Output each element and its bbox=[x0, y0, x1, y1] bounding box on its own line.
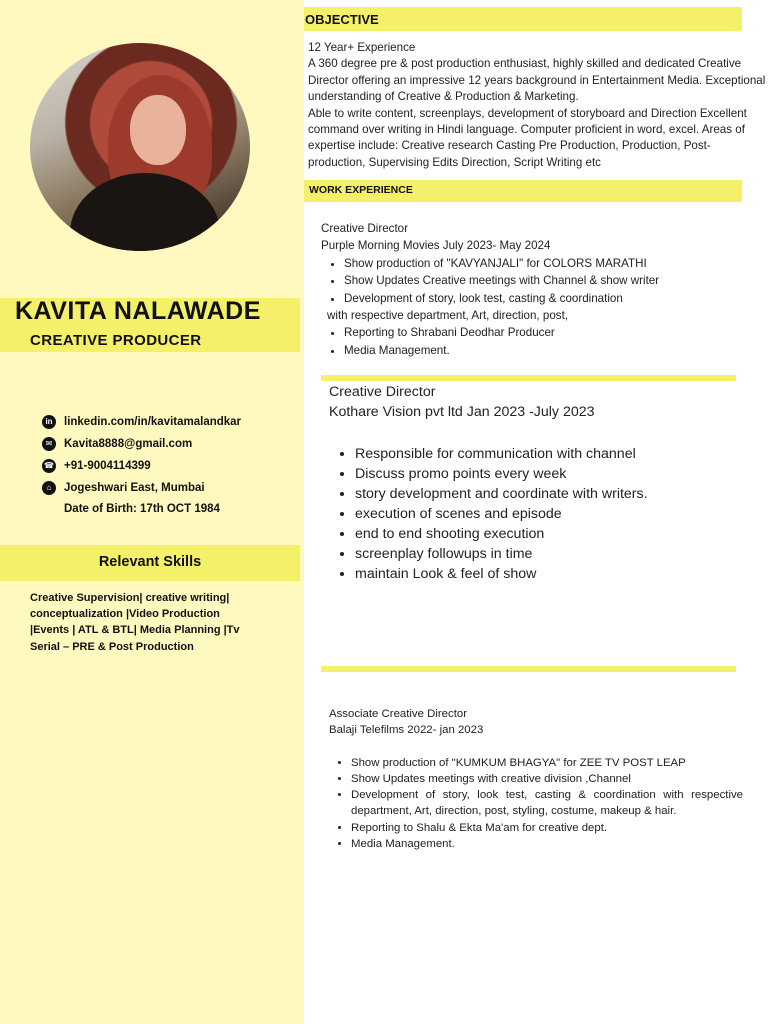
list-item: • maintain Look & feel of show bbox=[355, 564, 649, 584]
list-item: • execution of scenes and episode bbox=[355, 504, 649, 524]
home-icon: ⌂ bbox=[42, 481, 56, 495]
list-item: • story development and coordinate with writers. bbox=[355, 484, 649, 504]
contact-text: Kavita8888@gmail.com bbox=[64, 438, 193, 450]
contact-text: Jogeshwari East, Mumbai bbox=[64, 482, 205, 494]
objective-line: A 360 degree pre & post production enthusiast, highly skilled and dedicated Creative Director offering an impressive 12 years background in Entertainment Media. Exceptional understanding of Creative & Production & Marketing. bbox=[308, 57, 766, 104]
objective-line: Able to write content, screenplays, development of storyboard and Direction Excellent command over writing in Hindi language. Computer proficient in word, excel. Areas of expertise include: Creative research Casting Pre Production, Production, Post-production, Supervising Edits Direction, Script Writing etc bbox=[308, 106, 747, 169]
objective-line: 12 Year+ Experience bbox=[308, 41, 416, 54]
list-item: • Development of story, look test, casting & coordination with respective department, Art, direction, post, styling, costume, makeup & hair. bbox=[351, 787, 743, 820]
phone-icon: ☎ bbox=[42, 459, 56, 473]
job-bullets bbox=[321, 255, 741, 307]
contact-text: linkedin.com/in/kavitamalandkar bbox=[64, 416, 242, 428]
linkedin-icon: in bbox=[42, 415, 56, 429]
job-title: Creative Director bbox=[329, 384, 436, 400]
profile-role: CREATIVE PRODUCER bbox=[30, 332, 202, 349]
job-bullets bbox=[321, 324, 741, 359]
job-bullets bbox=[329, 755, 743, 853]
contact-linkedin[interactable] bbox=[42, 415, 241, 429]
job-company: Balaji Telefilms 2022- jan 2023 bbox=[329, 724, 484, 737]
profile-name: KAVITA NALAWADE bbox=[15, 297, 261, 325]
list-item: • Reporting to Shrabani Deodhar Producer bbox=[344, 324, 741, 341]
list-item: • Responsible for communication with channel bbox=[355, 444, 649, 464]
job-continuation: with respective department, Art, direction, post, bbox=[327, 309, 569, 323]
job-title: Creative Director bbox=[321, 222, 408, 235]
objective-text bbox=[308, 40, 766, 171]
work-title: WORK EXPERIENCE bbox=[309, 184, 413, 196]
list-item: • Show Updates meetings with creative division ,Channel bbox=[351, 771, 743, 787]
list-item: • Reporting to Shalu & Ekta Ma'am for creative dept. bbox=[351, 820, 743, 836]
photo-face-shape bbox=[130, 95, 186, 165]
divider bbox=[321, 375, 736, 381]
job-entry bbox=[329, 706, 743, 852]
list-item: • Show production of "KAVYANJALI" for COLORS MARATHI bbox=[344, 255, 741, 272]
skills-text: Creative Supervision| creative writing| conceptualization |Video Production |Events | ATL & BTL| Media Planning |Tv Serial – PRE & Post Production bbox=[30, 592, 240, 653]
objective-title: OBJECTIVE bbox=[305, 12, 379, 27]
job-company: Kothare Vision pvt ltd Jan 2023 -July 2023 bbox=[329, 404, 595, 420]
list-item: • end to end shooting execution bbox=[355, 524, 649, 544]
contact-address bbox=[42, 481, 205, 495]
contact-text: +91-9004114399 bbox=[64, 460, 151, 472]
date-of-birth: Date of Birth: 17th OCT 1984 bbox=[64, 503, 220, 515]
list-item: • Discuss promo points every week bbox=[355, 464, 649, 484]
profile-photo bbox=[30, 43, 250, 251]
job-title: Associate Creative Director bbox=[329, 708, 468, 720]
skills-title: Relevant Skills bbox=[98, 554, 202, 570]
list-item: • Show production of "KUMKUM BHAGYA" for ZEE TV POST LEAP bbox=[351, 755, 743, 771]
job-entry bbox=[321, 220, 741, 359]
divider bbox=[321, 666, 736, 672]
list-item: • Development of story, look test, casting & coordination bbox=[344, 290, 741, 307]
job-company: Purple Morning Movies July 2023- May 2024 bbox=[321, 239, 551, 253]
job-entry bbox=[329, 382, 649, 584]
list-item: • screenplay followups in time bbox=[355, 544, 649, 564]
mail-icon: ✉ bbox=[42, 437, 56, 451]
contact-email[interactable] bbox=[42, 437, 192, 451]
list-item: • Media Management. bbox=[344, 342, 741, 359]
list-item: • Media Management. bbox=[351, 836, 743, 852]
contact-phone[interactable] bbox=[42, 459, 151, 473]
job-bullets bbox=[329, 444, 649, 584]
list-item: • Show Updates Creative meetings with Channel & show writer bbox=[344, 272, 741, 289]
